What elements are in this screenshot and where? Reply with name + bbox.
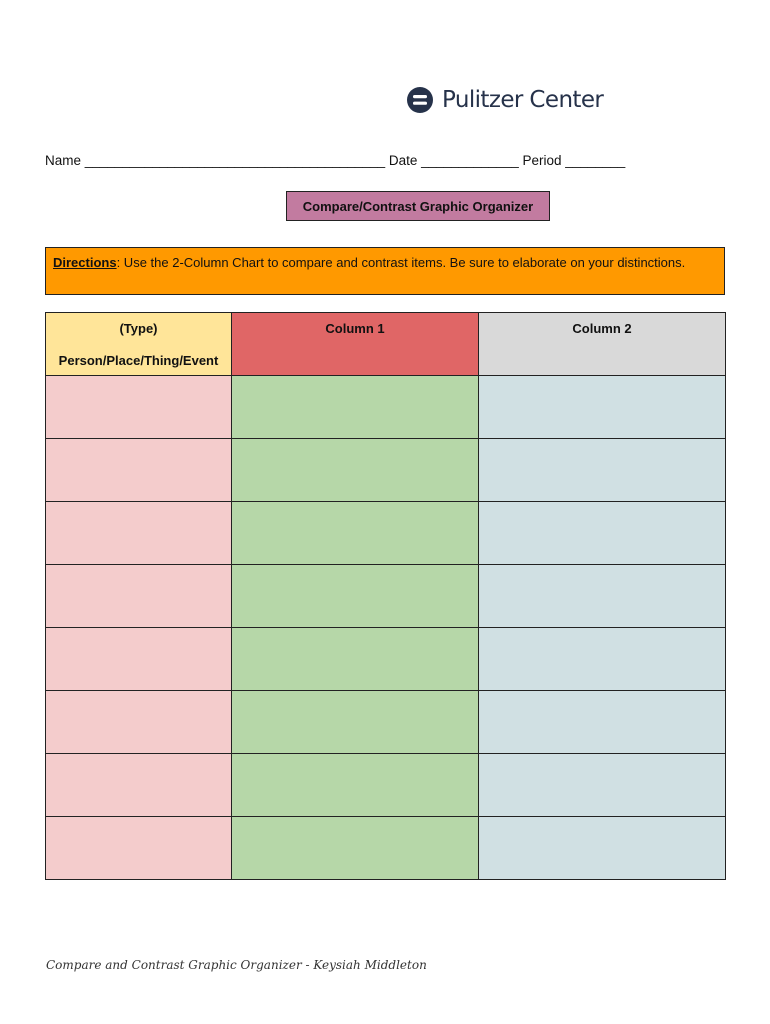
- table-row: [46, 376, 726, 439]
- directions-label: Directions: [53, 255, 117, 270]
- column-1-cell[interactable]: [232, 691, 479, 754]
- type-cell[interactable]: [46, 691, 232, 754]
- column-1-cell[interactable]: [232, 628, 479, 691]
- type-cell[interactable]: [46, 376, 232, 439]
- column-2-cell[interactable]: [479, 376, 726, 439]
- logo-text: Pulitzer Center: [442, 87, 604, 113]
- type-cell[interactable]: [46, 817, 232, 880]
- column-1-header: Column 1: [232, 313, 479, 376]
- table-row: [46, 754, 726, 817]
- pulitzer-center-logo-icon: [406, 86, 434, 114]
- pulitzer-center-logo: [406, 84, 603, 116]
- type-header-label: (Type): [119, 321, 158, 336]
- column-1-cell[interactable]: [232, 502, 479, 565]
- directions-box: [45, 247, 725, 295]
- column-2-header: Column 2: [479, 313, 726, 376]
- type-cell[interactable]: [46, 628, 232, 691]
- name-date-period-line[interactable]: Name ________________________________________ Date _____________ Period ________: [45, 153, 626, 168]
- column-2-cell[interactable]: [479, 691, 726, 754]
- table-body: [46, 376, 726, 880]
- page-title: Compare/Contrast Graphic Organizer: [286, 191, 550, 221]
- type-cell[interactable]: [46, 502, 232, 565]
- table-header-row: [46, 313, 726, 376]
- type-header-sublabel: Person/Place/Thing/Event: [58, 353, 219, 368]
- type-cell[interactable]: [46, 754, 232, 817]
- table-row: [46, 502, 726, 565]
- column-2-cell[interactable]: [479, 439, 726, 502]
- compare-contrast-table: [45, 312, 726, 880]
- column-2-cell[interactable]: [479, 817, 726, 880]
- column-2-cell[interactable]: [479, 502, 726, 565]
- table-row: [46, 691, 726, 754]
- column-1-cell[interactable]: [232, 439, 479, 502]
- type-cell[interactable]: [46, 565, 232, 628]
- column-1-cell[interactable]: [232, 754, 479, 817]
- table-row: [46, 565, 726, 628]
- directions-text: : Use the 2-Column Chart to compare and contrast items. Be sure to elaborate on your distinctions.: [116, 255, 686, 270]
- table-row: [46, 817, 726, 880]
- type-column-header: [46, 313, 232, 376]
- column-1-cell[interactable]: [232, 817, 479, 880]
- column-2-cell[interactable]: [479, 565, 726, 628]
- table-row: [46, 439, 726, 502]
- column-1-cell[interactable]: [232, 565, 479, 628]
- footer-caption: Compare and Contrast Graphic Organizer - Keysiah Middleton: [46, 958, 427, 972]
- column-2-cell[interactable]: [479, 628, 726, 691]
- type-cell[interactable]: [46, 439, 232, 502]
- table-row: [46, 628, 726, 691]
- column-2-cell[interactable]: [479, 754, 726, 817]
- column-1-cell[interactable]: [232, 376, 479, 439]
